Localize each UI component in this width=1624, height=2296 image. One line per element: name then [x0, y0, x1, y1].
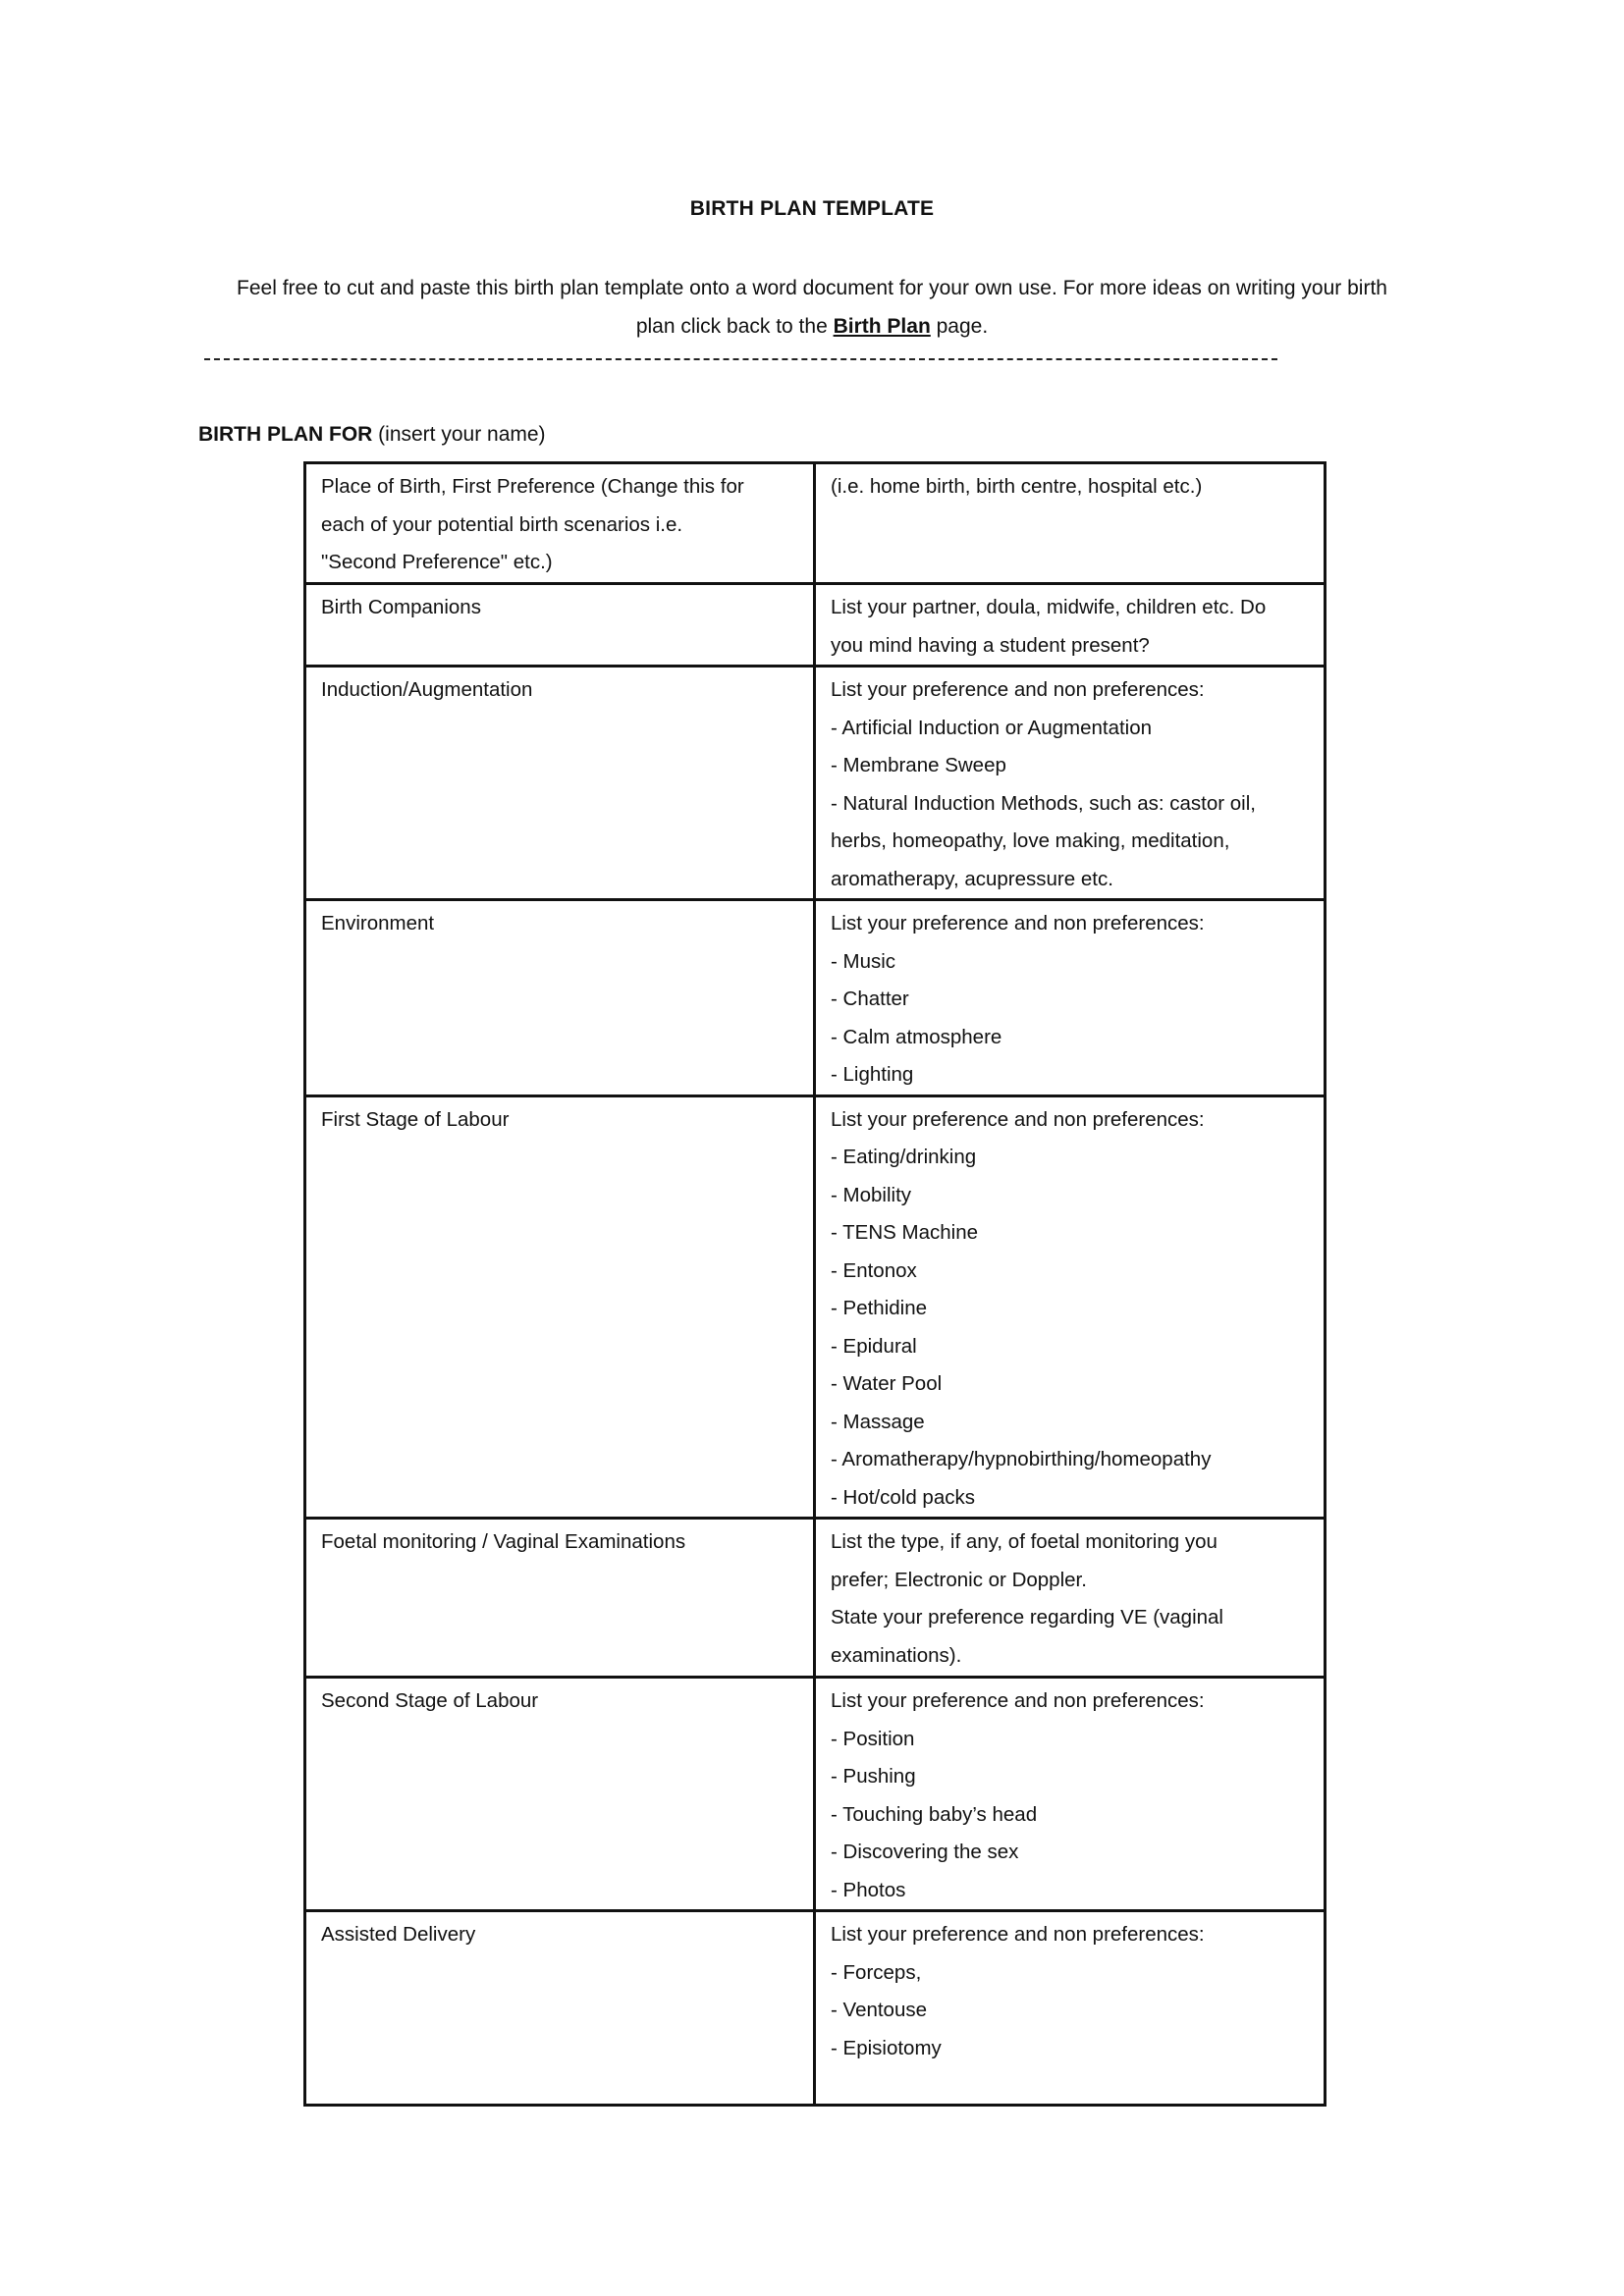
intro-line-1: Feel free to cut and paste this birth plan template onto a word document for your own use. For more ideas on writing your birth: [237, 277, 1387, 299]
row-label-line: Induction/Augmentation: [321, 678, 533, 701]
row-content-line: List your preference and non preferences:: [831, 912, 1205, 934]
row-content-line: - Massage: [831, 1410, 925, 1433]
intro-line-2: [191, 308, 1433, 347]
row-content-line: - Chatter: [831, 988, 909, 1010]
page-title: BIRTH PLAN TEMPLATE: [689, 197, 935, 220]
row-content-line: List your preference and non preferences:: [831, 678, 1205, 701]
row-content-line: - Photos: [831, 1878, 906, 1901]
row-content-cell[interactable]: [815, 1911, 1326, 2106]
row-label-line: "Second Preference" etc.): [321, 551, 553, 573]
row-content-line: - Entonox: [831, 1258, 917, 1282]
row-content-line: - Aromatherapy/hypnobirthing/homeopathy: [831, 1448, 1212, 1470]
row-content-line: - Touching baby’s head: [831, 1802, 1038, 1826]
row-content-line: - Pushing: [831, 1765, 916, 1788]
row-content-line: State your preference regarding VE (vaginal: [831, 1606, 1223, 1629]
birth-plan-for-label: BIRTH PLAN FOR: [198, 423, 373, 446]
row-content-line: - Lighting: [831, 1063, 914, 1086]
row-content-line: - Artificial Induction or Augmentation: [831, 716, 1153, 739]
row-content-cell[interactable]: [815, 1095, 1326, 1519]
row-content-cell[interactable]: [815, 1678, 1326, 1911]
row-content-line: List your partner, doula, midwife, children etc. Do: [831, 596, 1267, 618]
row-content-line: - Membrane Sweep: [831, 754, 1006, 776]
row-content-line: examinations).: [831, 1643, 962, 1667]
birth-plan-link[interactable]: Birth Plan: [833, 314, 931, 338]
row-content-line: - Position: [831, 1727, 915, 1750]
table-row: [305, 463, 1326, 584]
table-row: [305, 900, 1326, 1096]
row-content-line: - Epidural: [831, 1334, 917, 1358]
row-content-cell[interactable]: [815, 463, 1326, 584]
row-content-line: herbs, homeopathy, love making, meditation,: [831, 829, 1230, 852]
name-placeholder: (insert your name): [372, 423, 546, 446]
row-label-cell[interactable]: [305, 900, 815, 1096]
row-content-cell[interactable]: [815, 667, 1326, 900]
birth-plan-for-heading: [198, 422, 546, 448]
birth-plan-table-body: [305, 463, 1326, 2106]
row-label-cell[interactable]: [305, 1519, 815, 1678]
intro-line-2-suffix: page.: [930, 314, 989, 338]
row-label-line: Assisted Delivery: [321, 1923, 476, 1946]
table-row: [305, 667, 1326, 900]
table-row: [305, 1911, 1326, 2106]
row-label-cell[interactable]: [305, 667, 815, 900]
row-content-cell[interactable]: [815, 900, 1326, 1096]
row-content-line: - Discovering the sex: [831, 1841, 1019, 1863]
intro-paragraph: [191, 270, 1433, 346]
row-content-line: aromatherapy, acupressure etc.: [831, 867, 1113, 890]
table-row: [305, 1095, 1326, 1519]
row-content-line: - Natural Induction Methods, such as: castor oil,: [831, 791, 1256, 815]
row-label-cell[interactable]: [305, 463, 815, 584]
row-label-line: Birth Companions: [321, 596, 481, 618]
table-row: [305, 584, 1326, 667]
row-label-line: First Stage of Labour: [321, 1107, 510, 1131]
separator-line: [204, 358, 1277, 360]
row-label-line: Place of Birth, First Preference (Change this for: [321, 475, 744, 498]
row-content-line: you mind having a student present?: [831, 633, 1150, 657]
row-label-cell[interactable]: [305, 1911, 815, 2106]
row-content-line: - Calm atmosphere: [831, 1025, 1002, 1048]
row-label-line: Foetal monitoring / Vaginal Examinations: [321, 1530, 686, 1553]
row-content-line: - TENS Machine: [831, 1221, 979, 1244]
row-content-line: - Hot/cold packs: [831, 1485, 975, 1509]
row-label-cell[interactable]: [305, 1678, 815, 1911]
intro-line-2-prefix: plan click back to the: [635, 314, 834, 338]
row-content-line: prefer; Electronic or Doppler.: [831, 1568, 1087, 1591]
row-content-line: - Episiotomy: [831, 2036, 942, 2059]
row-label-cell[interactable]: [305, 1095, 815, 1519]
table-row: [305, 1519, 1326, 1678]
row-content-line: - Music: [831, 949, 896, 973]
row-content-line: List your preference and non preferences:: [831, 1107, 1205, 1131]
row-content-line: - Water Pool: [831, 1372, 943, 1395]
row-content-line: - Forceps,: [831, 1960, 922, 1984]
birth-plan-table: [303, 461, 1326, 2107]
table-row: [305, 1678, 1326, 1911]
row-label-line: each of your potential birth scenarios i.e.: [321, 512, 683, 536]
row-content-line: - Pethidine: [831, 1297, 928, 1319]
row-label-line: Environment: [321, 912, 435, 934]
row-content-line: - Mobility: [831, 1183, 912, 1206]
row-label-cell[interactable]: [305, 584, 815, 667]
row-content-line: List your preference and non preferences:: [831, 1689, 1205, 1712]
row-content-cell[interactable]: [815, 584, 1326, 667]
row-label-line: Second Stage of Labour: [321, 1689, 539, 1712]
row-content-line: (i.e. home birth, birth centre, hospital etc.): [831, 475, 1203, 498]
row-content-cell[interactable]: [815, 1519, 1326, 1678]
row-content-line: List your preference and non preferences:: [831, 1923, 1205, 1946]
row-content-line: - Ventouse: [831, 1999, 928, 2021]
row-content-line: - Eating/drinking: [831, 1146, 977, 1168]
row-content-line: List the type, if any, of foetal monitoring you: [831, 1530, 1218, 1553]
